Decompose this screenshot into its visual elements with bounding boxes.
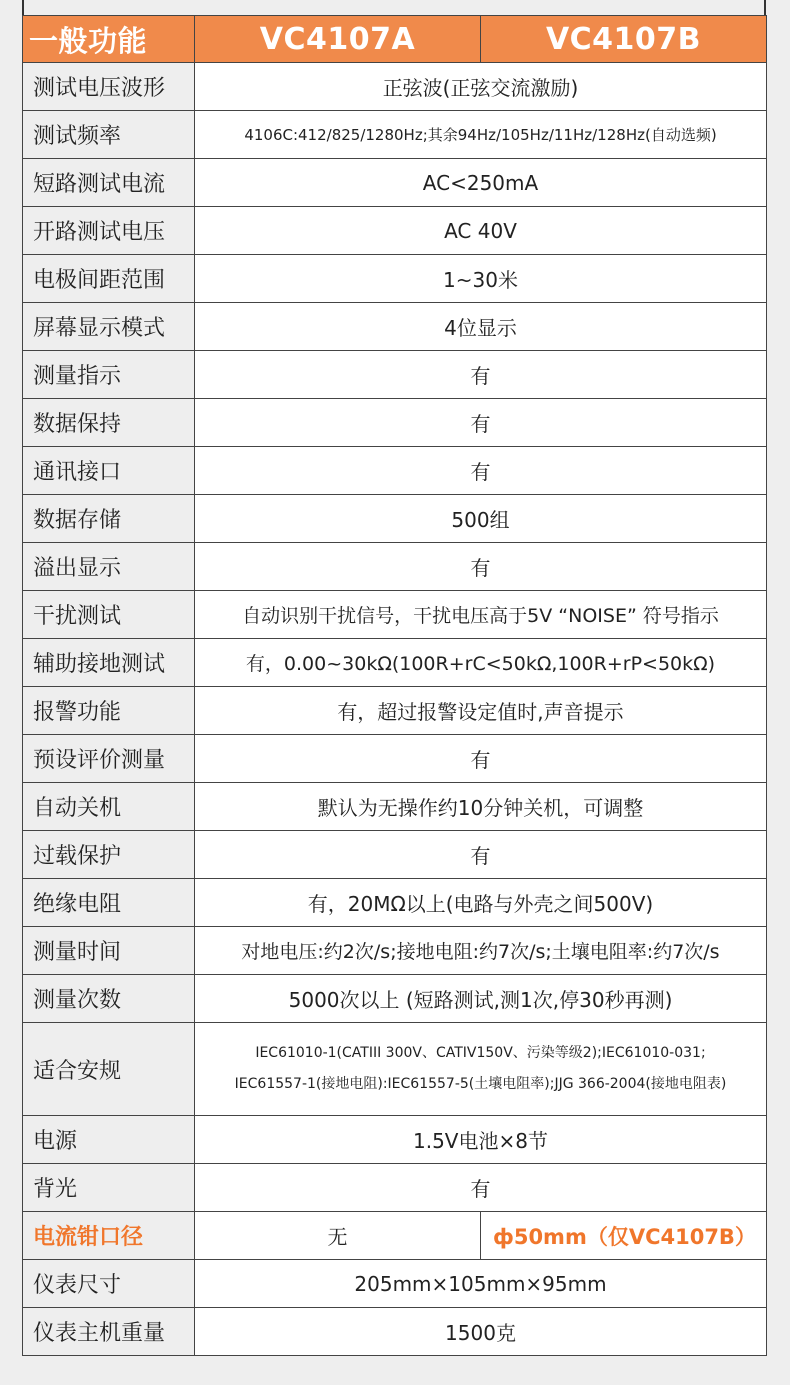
table-row bbox=[23, 303, 767, 351]
row-label: 数据存储 bbox=[23, 495, 195, 543]
table-row bbox=[23, 975, 767, 1023]
row-value: 有，20MΩ以上(电路与外壳之间500V) bbox=[195, 879, 767, 927]
row-value: 正弦波(正弦交流激励) bbox=[195, 63, 767, 111]
spec-table bbox=[22, 15, 767, 1356]
row-value-safety bbox=[195, 1023, 767, 1116]
table-row-clamp bbox=[23, 1212, 767, 1260]
safety-line-1: IEC61010-1(CATIII 300V、CATIV150V、污染等级2);IEC61010-031; bbox=[255, 1045, 706, 1061]
clamp-value-a: 无 bbox=[195, 1212, 481, 1260]
table-row bbox=[23, 927, 767, 975]
table-row bbox=[23, 447, 767, 495]
row-label: 仪表尺寸 bbox=[23, 1260, 195, 1308]
row-label: 适合安规 bbox=[23, 1023, 195, 1116]
row-label: 通讯接口 bbox=[23, 447, 195, 495]
row-label: 溢出显示 bbox=[23, 543, 195, 591]
row-value: 4106C:412/825/1280Hz;其余94Hz/105Hz/11Hz/128Hz(自动选频) bbox=[195, 111, 767, 159]
row-label: 报警功能 bbox=[23, 687, 195, 735]
top-border-left bbox=[22, 0, 24, 15]
row-value: AC 40V bbox=[195, 207, 767, 255]
row-value: 有 bbox=[195, 1164, 767, 1212]
row-label: 测量时间 bbox=[23, 927, 195, 975]
table-row bbox=[23, 111, 767, 159]
row-label: 屏幕显示模式 bbox=[23, 303, 195, 351]
row-value: 500组 bbox=[195, 495, 767, 543]
row-value: 有 bbox=[195, 447, 767, 495]
row-label: 仪表主机重量 bbox=[23, 1308, 195, 1356]
row-value: 5000次以上 (短路测试,测1次,停30秒再测) bbox=[195, 975, 767, 1023]
row-value: 有 bbox=[195, 735, 767, 783]
table-row bbox=[23, 207, 767, 255]
row-label: 短路测试电流 bbox=[23, 159, 195, 207]
row-label: 干扰测试 bbox=[23, 591, 195, 639]
row-label: 背光 bbox=[23, 1164, 195, 1212]
table-row bbox=[23, 831, 767, 879]
row-label: 测试频率 bbox=[23, 111, 195, 159]
row-label: 电源 bbox=[23, 1116, 195, 1164]
table-row bbox=[23, 591, 767, 639]
table-row-safety bbox=[23, 1023, 767, 1116]
row-label: 测试电压波形 bbox=[23, 63, 195, 111]
table-row bbox=[23, 1164, 767, 1212]
row-label: 开路测试电压 bbox=[23, 207, 195, 255]
table-row bbox=[23, 735, 767, 783]
row-value: 有 bbox=[195, 351, 767, 399]
row-label: 数据保持 bbox=[23, 399, 195, 447]
header-label: 一般功能 bbox=[23, 16, 195, 63]
table-row bbox=[23, 1260, 767, 1308]
table-row bbox=[23, 879, 767, 927]
header-model-b: VC4107B bbox=[481, 16, 767, 63]
table-row bbox=[23, 639, 767, 687]
top-border-right bbox=[764, 0, 766, 15]
row-value: 1~30米 bbox=[195, 255, 767, 303]
table-row bbox=[23, 543, 767, 591]
row-value: AC<250mA bbox=[195, 159, 767, 207]
row-value: 默认为无操作约10分钟关机，可调整 bbox=[195, 783, 767, 831]
table-row bbox=[23, 687, 767, 735]
row-value: 有，0.00~30kΩ(100R+rC<50kΩ,100R+rP<50kΩ) bbox=[195, 639, 767, 687]
table-row bbox=[23, 1308, 767, 1356]
row-label: 辅助接地测试 bbox=[23, 639, 195, 687]
row-value: 有，超过报警设定值时,声音提示 bbox=[195, 687, 767, 735]
row-value: 有 bbox=[195, 831, 767, 879]
row-value: 有 bbox=[195, 543, 767, 591]
row-label: 测量指示 bbox=[23, 351, 195, 399]
row-value: 1500克 bbox=[195, 1308, 767, 1356]
table-row bbox=[23, 159, 767, 207]
row-value: 205mm×105mm×95mm bbox=[195, 1260, 767, 1308]
row-value: 1.5V电池×8节 bbox=[195, 1116, 767, 1164]
row-label: 预设评价测量 bbox=[23, 735, 195, 783]
table-row bbox=[23, 63, 767, 111]
row-label: 绝缘电阻 bbox=[23, 879, 195, 927]
row-label: 自动关机 bbox=[23, 783, 195, 831]
row-label: 电极间距范围 bbox=[23, 255, 195, 303]
row-value: 对地电压:约2次/s;接地电阻:约7次/s;土壤电阻率:约7次/s bbox=[195, 927, 767, 975]
row-label: 测量次数 bbox=[23, 975, 195, 1023]
row-value: 4位显示 bbox=[195, 303, 767, 351]
table-row bbox=[23, 399, 767, 447]
header-model-a: VC4107A bbox=[195, 16, 481, 63]
clamp-value-b: ф50mm（仅VC4107B） bbox=[481, 1212, 767, 1260]
row-label: 过载保护 bbox=[23, 831, 195, 879]
table-row bbox=[23, 495, 767, 543]
table-row bbox=[23, 255, 767, 303]
table-row bbox=[23, 783, 767, 831]
row-label-clamp: 电流钳口径 bbox=[23, 1212, 195, 1260]
table-row bbox=[23, 351, 767, 399]
row-value: 自动识别干扰信号，干扰电压高于5V “NOISE” 符号指示 bbox=[195, 591, 767, 639]
header-row bbox=[23, 16, 767, 63]
row-value: 有 bbox=[195, 399, 767, 447]
safety-line-2: IEC61557-1(接地电阻):IEC61557-5(土壤电阻率);JJG 366-2004(接地电阻表) bbox=[234, 1076, 727, 1092]
table-row bbox=[23, 1116, 767, 1164]
